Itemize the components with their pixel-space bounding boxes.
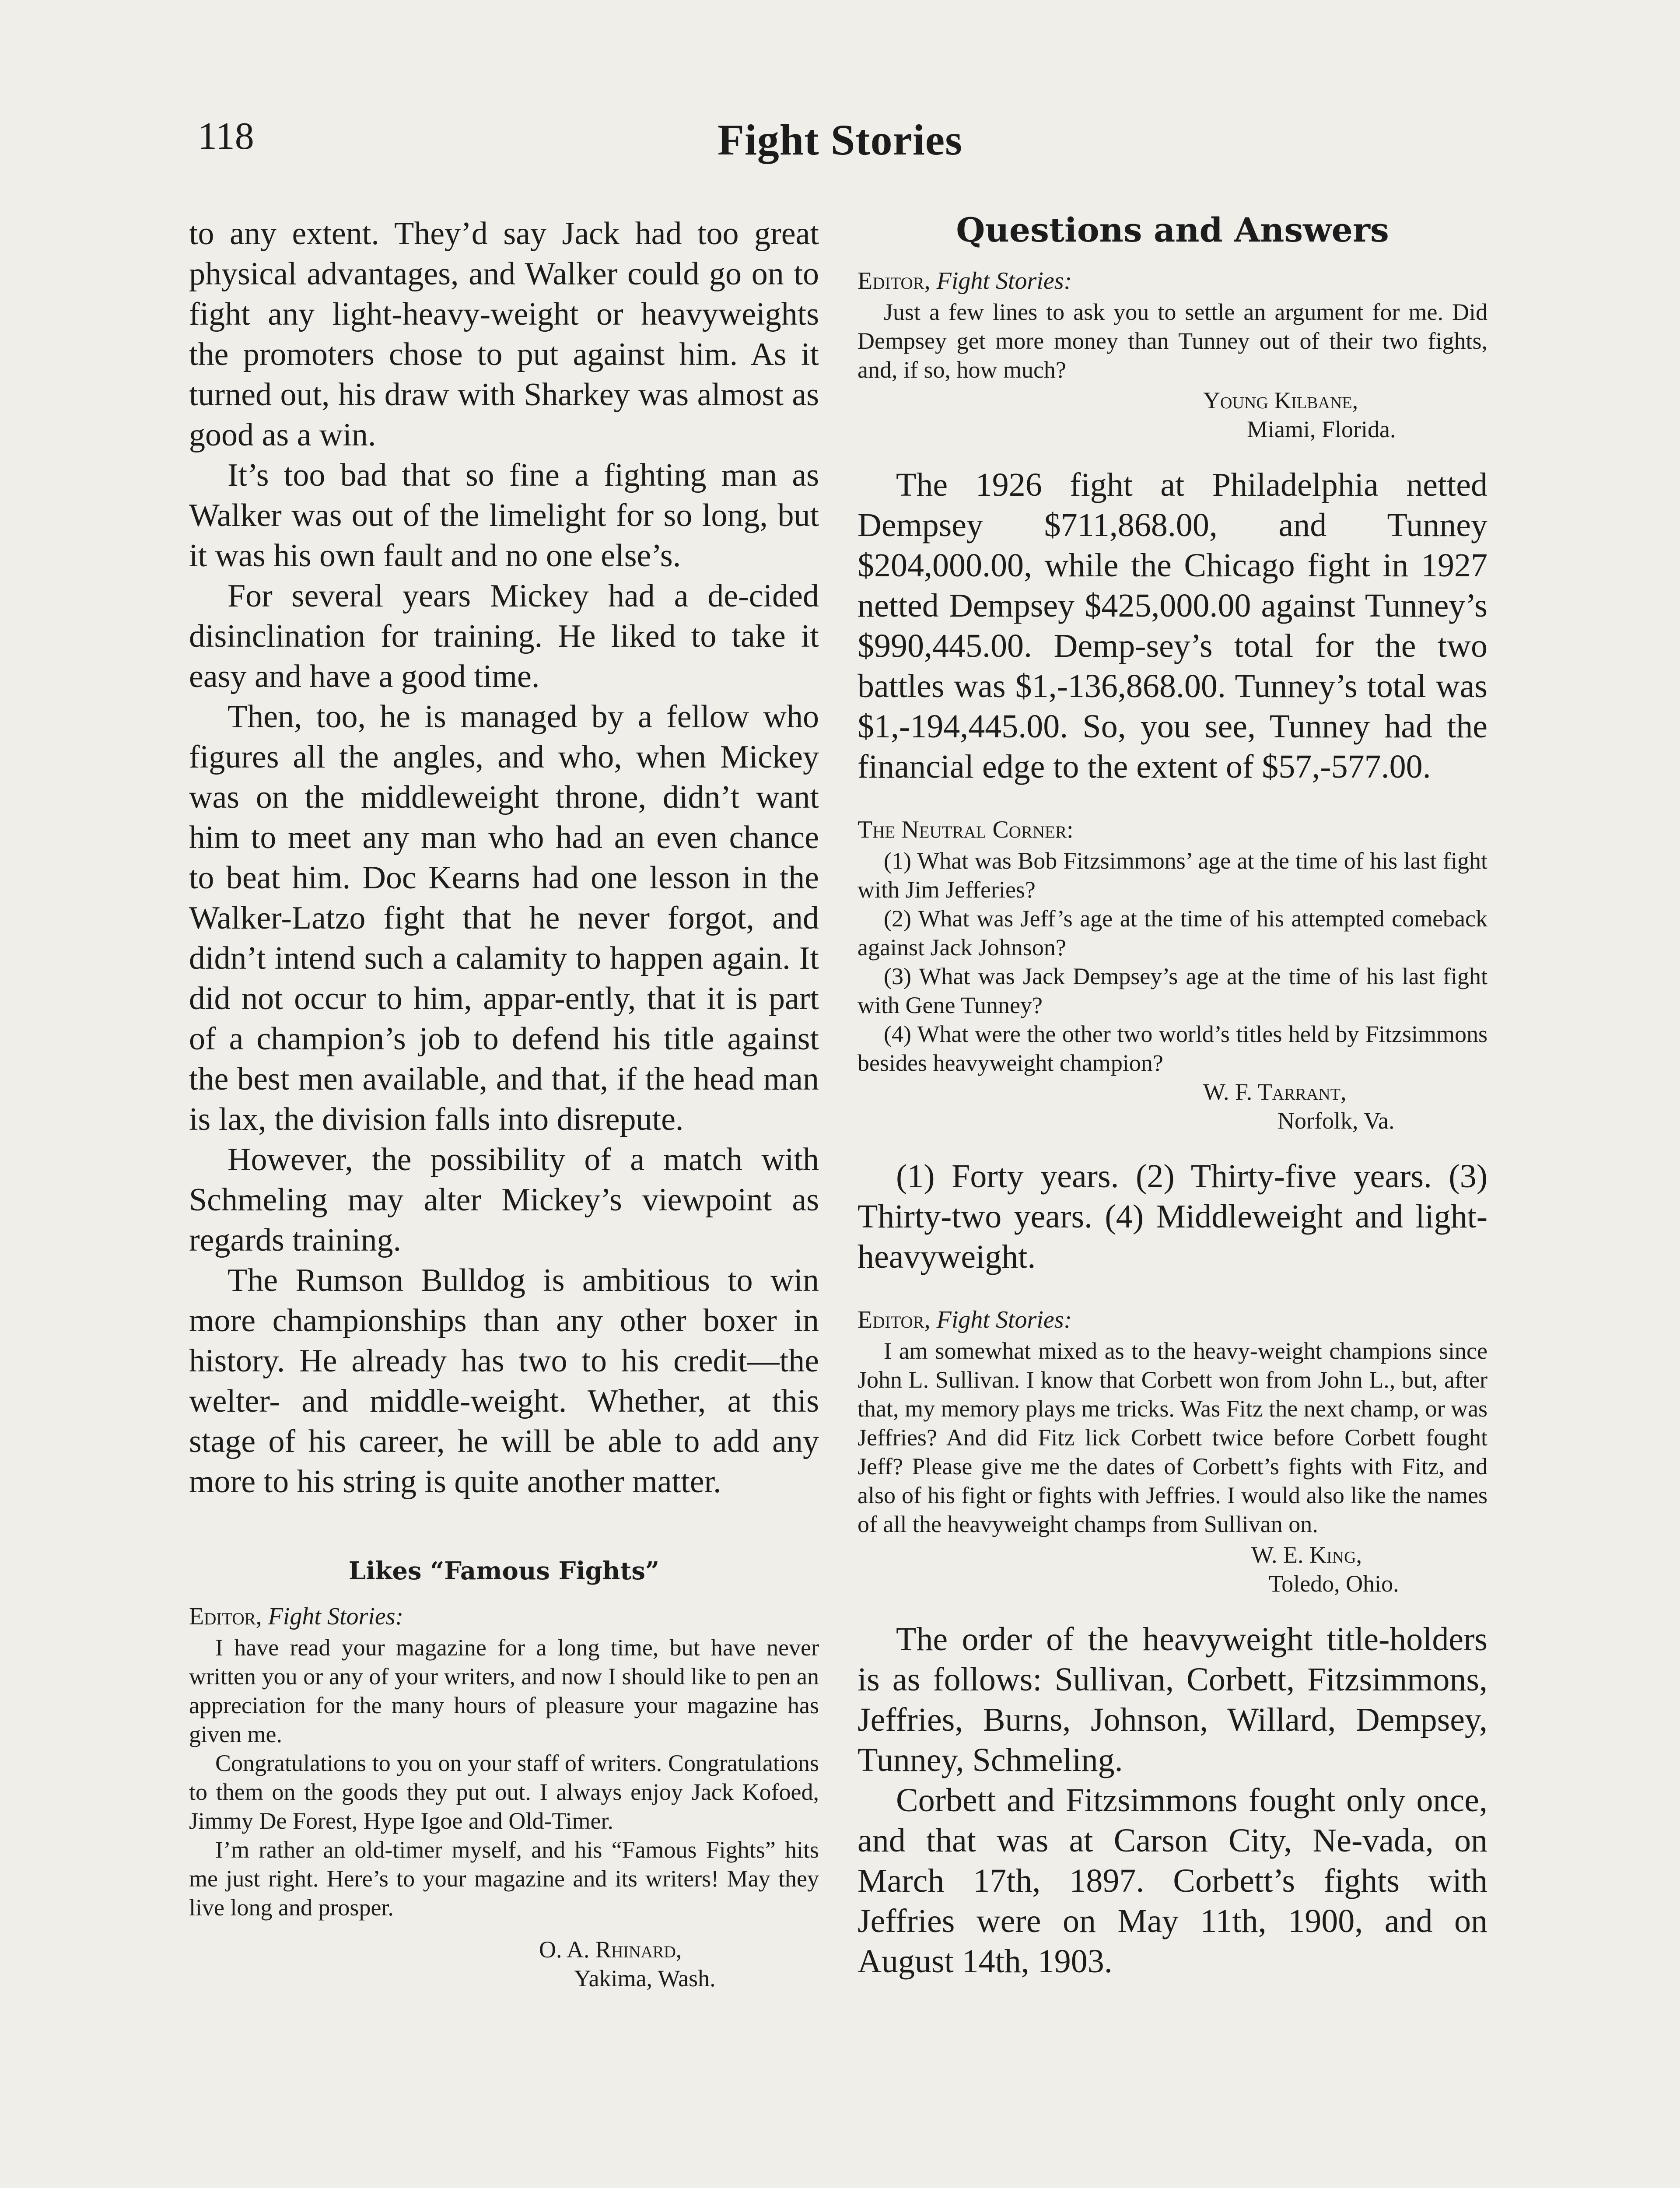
question-letter [858,298,1488,384]
salutation-label: Editor, [189,1603,262,1630]
question-text: (3) What was Jack Dempsey’s age at the time of his last fight with Gene Tunney? [858,963,1488,1018]
answer-text: Corbett and Fitzsimmons fought only once, and that was at Carson City, Ne-vada, on March 17th, 1897. Corbett’s fights with Jeffries were on May 11th, 1900, and on August 14th, 1903. [858,1782,1488,1980]
answer-text: The order of the heavyweight title-holders is as follows: Sullivan, Corbett, Fitzsimmons, Jeffries, Burns, Johnson, Willard, Dempsey, Tunney, Schmeling. [858,1621,1488,1778]
letter-paragraph: Congratulations to you on your staff of writers. Congratulations to them on the goods they put out. I always enjoy Jack Kofoed, Jimmy De Forest, Hype Igoe and Old-Timer. [189,1750,819,1834]
signature-name: W. F. Tarrant, [1203,1079,1347,1105]
letter-title: Likes “Famous Fights” [348,1557,660,1585]
letter-salutation [189,1602,819,1631]
salutation-publication: Fight Stories: [268,1603,404,1630]
salutation-publication: Fight Stories: [936,1306,1072,1333]
answer-text: (1) Forty years. (2) Thirty-five years. (3) Thirty-two years. (4) Middleweight and light-heavyweight. [858,1158,1488,1275]
signature-name: O. A. Rhinard, [539,1936,682,1963]
question-salutation [858,266,1488,296]
question-text: (2) What was Jeff’s age at the time of his attempted comeback against Jack Johnson? [858,905,1488,961]
signature-place: Yakima, Wash. [574,1965,716,1992]
question-text: (1) What was Bob Fitzsimmons’ age at the time of his last fight with Jim Jefferies? [858,848,1488,903]
salutation-label: Editor, [858,1306,931,1333]
question-salutation [858,815,1488,845]
left-column [189,214,819,1993]
question-signature [858,1077,1488,1135]
page-number: 118 [198,115,254,158]
signature-name: W. E. King, [1251,1542,1362,1568]
question-signature [858,1540,1488,1598]
signature-place: Norfolk, Va. [1278,1108,1395,1134]
question-text: (4) What were the other two world’s titles held by Fitzsimmons besides heavyweight champion? [858,1021,1488,1076]
qa-item [858,815,1488,1277]
letter-signature [189,1935,819,1993]
section-title: Questions and Answers [956,210,1389,249]
paragraph: Then, too, he is managed by a fellow who figures all the angles, and who, when Mickey was on the middleweight throne, didn’t want him to meet any man who had an even chance to beat him. Doc Kearns had one lesson in the Walker-Latzo fight that he never forgot, and didn’t intend such a calamity to happen again. It did not occur to him, appar-ently, that it is part of a champion’s job to defend his title against the best men available, and that, if the head man is lax, the division falls into disrepute. [189,699,819,1137]
qa-item [858,266,1488,787]
paragraph: It’s too bad that so fine a fighting man as Walker was out of the limelight for so long, but it was his own fault and no one else’s. [189,457,819,574]
signature-place: Miami, Florida. [1247,416,1396,442]
letter-paragraph: I have read your magazine for a long time, but have never written you or any of your writers, and now I should like to pen an appreciation for the many hours of pleasure your magazine has given me. [189,1634,819,1747]
letter-paragraph: I’m rather an old-timer myself, and his “Famous Fights” hits me just right. Here’s to your magazine and its writers! May they live long and prosper. [189,1837,819,1921]
paragraph: For several years Mickey had a de-cided disinclination for training. He liked to take it easy and have a good time. [189,578,819,694]
paragraph: The Rumson Bulldog is ambitious to win more championships than any other boxer in history. He already has two to his credit—the welter- and middle-weight. Whether, at this stage of his career, he will be able to add any more to his string is quite another matter. [189,1262,819,1500]
question-signature [858,386,1488,444]
question-letter [858,1336,1488,1539]
paragraph: However, the possibility of a match with Schmeling may alter Mickey’s viewpoint as regards training. [189,1142,819,1258]
article-body [189,214,819,1502]
question-letter [858,846,1488,1077]
question-text: Just a few lines to ask you to settle an argument for me. Did Dempsey get more money than Tunney out of their two fights, and, if so, how much? [858,299,1488,383]
paragraph: to any extent. They’d say Jack had too great physical advantages, and Walker could go on to fight any light-heavy-weight or heavyweights the promoters chose to put against him. As it turned out, his draw with Sharkey was almost as good as a win. [189,216,819,453]
right-column [858,210,1488,1981]
salutation-label: Editor, [858,267,931,295]
salutation-publication: Fight Stories: [936,267,1072,295]
signature-place: Toledo, Ohio. [1269,1571,1399,1597]
question-salutation [858,1305,1488,1335]
answer [858,1156,1488,1277]
answer [858,465,1488,787]
qa-item [858,1305,1488,1981]
salutation-label: The Neutral Corner: [858,816,1074,843]
reader-letter [189,1633,819,1922]
answer-text: The 1926 fight at Philadelphia netted Dempsey $711,868.00, and Tunney $204,000.00, while the Chicago fight in 1927 netted Dempsey $425,000.00 against Tunney’s $990,445.00. Demp-sey’s total for the two battles was $1,-136,868.00. Tunney’s total was $1,-194,445.00. So, you see, Tunney had the financial edge to the extent of $57,-577.00. [858,466,1488,785]
question-text: I am somewhat mixed as to the heavy-weight champions since John L. Sullivan. I know that Corbett won from John L., but, after that, my memory plays me tricks. Was Fitz the next champ, or was Jeffries? And did Fitz lick Corbett twice before Corbett fought Jeff? Please give me the dates of Corbett’s fights with Fitz, and also of his fight or fights with Jeffries. I would also like the names of all the heavyweight champs from Sullivan on. [858,1338,1488,1537]
answer [858,1619,1488,1981]
signature-name: Young Kilbane, [1203,387,1358,414]
running-head: Fight Stories [717,116,963,164]
